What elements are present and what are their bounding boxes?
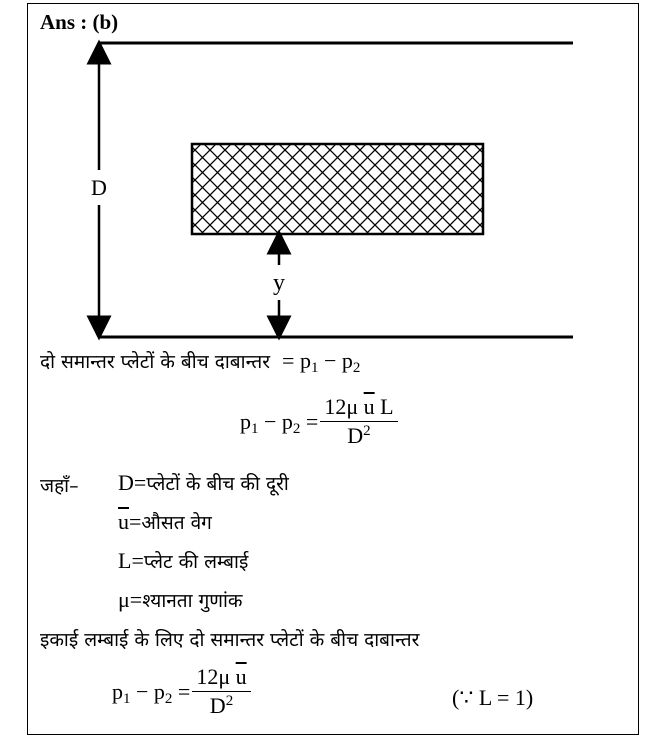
- formula-pressure-drop: [240, 395, 400, 448]
- parallel-plates-diagram: [0, 0, 647, 360]
- label-d: D: [91, 175, 107, 200]
- formula1-lhs: $p_1 - p_2$ =: [240, 408, 319, 437]
- condition-l-equals-one: (∵ L = 1): [452, 685, 534, 710]
- pressure-difference-expr: = $p_1 - p_2$: [282, 348, 361, 376]
- formula1-numerator: 12μ $\overline{u}$ L: [320, 395, 397, 422]
- formula1-fraction: [320, 395, 397, 448]
- pressure-difference-line: [40, 348, 360, 374]
- formula2-lhs: $p_1 - p_2$ =: [112, 678, 191, 707]
- formula2-denominator: $D^2$: [209, 693, 234, 719]
- formula2-numerator: 12μ $\overline{u}$: [192, 665, 250, 692]
- formula-unit-length: [112, 665, 253, 718]
- formula2-fraction: [192, 665, 250, 718]
- where-item-mu: μ = श्यानता गुणांक: [118, 587, 243, 612]
- where-label: जहाँ–: [40, 475, 79, 497]
- hatched-body: [192, 144, 483, 234]
- where-item-l: L = प्लेट की लम्बाई: [118, 548, 249, 573]
- formula1-denominator: $D^2$: [347, 423, 371, 449]
- where-item-d: D = प्लेटों के बीच की दूरी: [118, 470, 289, 495]
- answer-label: Ans : (b): [40, 10, 119, 34]
- unit-length-line: इकाई लम्बाई के लिए दो समान्तर प्लेटों के बीच दाबान्तर: [40, 629, 420, 651]
- where-item-u: $\overline{u}$ = औसत वेग: [118, 509, 212, 534]
- label-y: y: [273, 270, 285, 296]
- pressure-difference-text: दो समान्तर प्लेटों के बीच दाबान्तर: [40, 351, 271, 373]
